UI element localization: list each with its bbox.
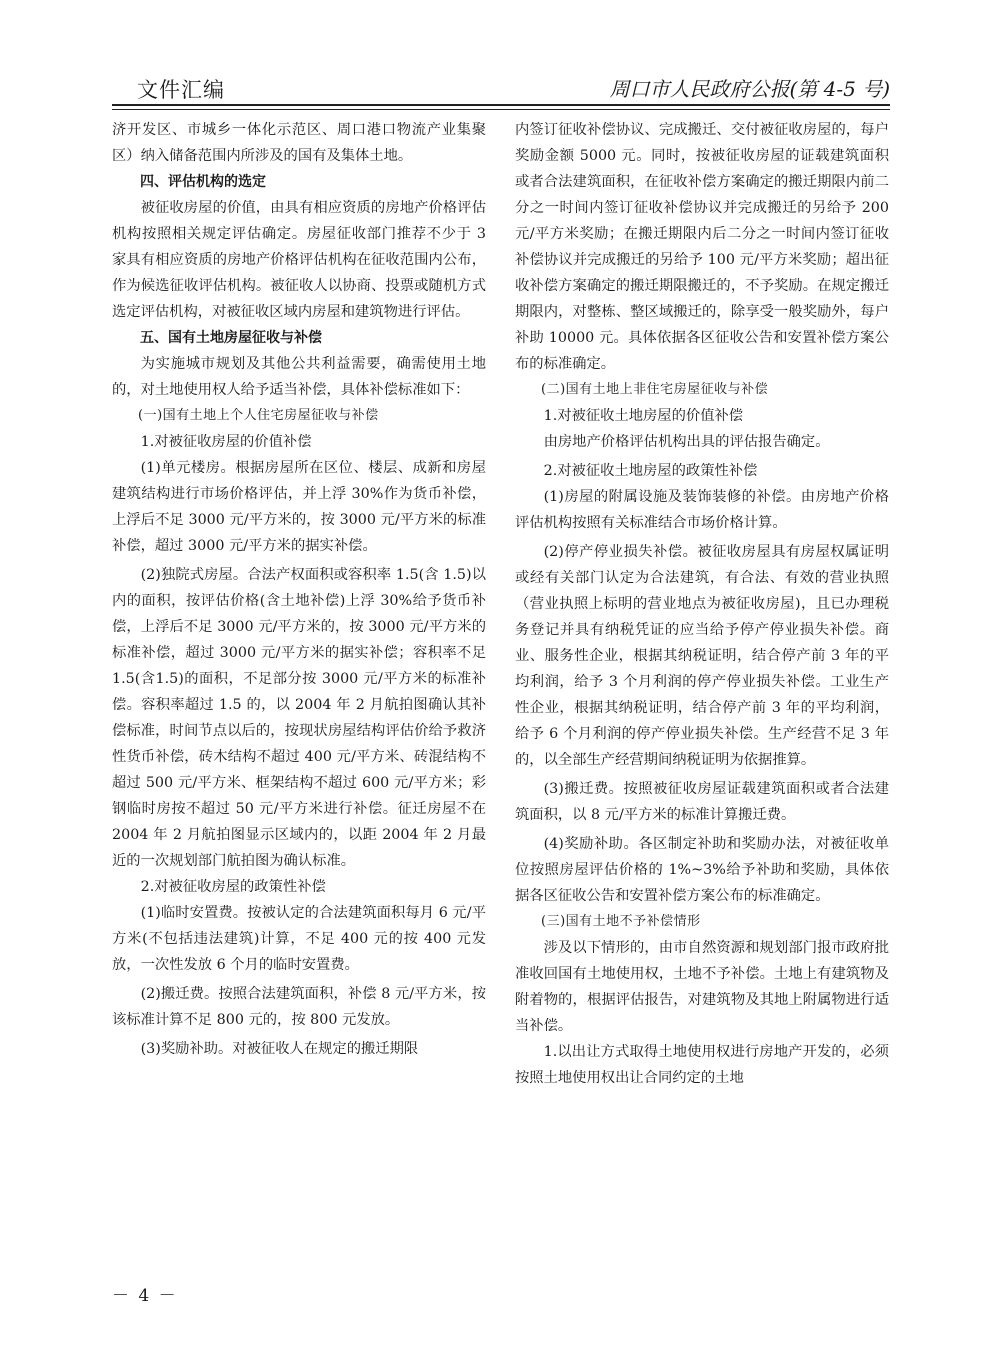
paragraph: (3)奖励补助。对被征收人在规定的搬迁期限	[140, 1041, 419, 1057]
paragraph: 济开发区、市城乡一体化示范区、周口港口物流产业集聚区）纳入储备范围内所涉及的国有及集体土地。	[112, 122, 486, 164]
paragraph: (1)房屋的附属设施及装饰装修的补偿。由房地产价格评估机构按照有关标准结合市场价格计算。	[515, 489, 889, 531]
paragraph: 1.对被征收土地房屋的价值补偿	[543, 408, 744, 424]
section-heading: 五、国有土地房屋征收与补偿	[140, 330, 322, 346]
section-heading: 四、评估机构的选定	[140, 174, 266, 190]
paragraph: (2)搬迁费。按照合法建筑面积，补偿 8 元/平方米，按该标准计算不足 800 元的，按 800 元发放。	[112, 986, 486, 1028]
header-rule	[112, 104, 890, 106]
header-rule-thin	[112, 109, 890, 110]
paragraph: 2.对被征收房屋的政策性补偿	[140, 879, 326, 895]
paragraph: 内签订征收补偿协议、完成搬迁、交付被征收房屋的，每户奖励金额 5000 元。同时，按被征收房屋的证载建筑面积或者合法建筑面积，在征收补偿方案确定的搬迁期限内前二分之一时间内签订征收补偿协议并完成搬迁的另给予 200 元/平方米奖励；在搬迁期限内后二分之一时间内签订征收补偿协议并完成搬迁的另给予 100 元/平方米奖励；超出征收补偿方案确定的搬迁期限搬迁的，不予奖励。在规定搬迁期限内，对整栋、整区域搬迁的，除享受一般奖励外，每户补助 10000 元。具体依据各区征收公告和安置补偿方案公布的标准确定。	[515, 122, 889, 372]
paragraph: 被征收房屋的价值，由具有相应资质的房地产价格评估机构按照相关规定评估确定。房屋征收部门推荐不少于 3 家具有相应资质的房地产价格评估机构在征收范围内公布，作为候选征收评估机构。被征收人以协商、投票或随机方式选定评估机构，对被征收区域内房屋和建筑物进行评估。	[112, 200, 486, 320]
running-header-publication: 周口市人民政府公报(第 4-5 号)	[609, 77, 890, 101]
paragraph: 1.以出让方式取得土地使用权进行房地产开发的，必须按照土地使用权出让合同约定的土地	[515, 1044, 889, 1086]
paragraph: 由房地产价格评估机构出具的评估报告确定。	[543, 434, 830, 450]
paragraph: (2)独院式房屋。合法产权面积或容积率 1.5(含 1.5)以内的面积，按评估价格(含土地补偿)上浮 30%给予货币补偿，上浮后不足 3000 元/平方米的，按 3000 元/平方米的标准补偿，超过 3000 元/平方米的据实补偿；容积率不足 1.5(含1.5)的面积，不足部分按 3000 元/平方米的标准补偿。容积率超过 1.5 的，以 2004 年 2 月航拍图确认其补偿标准，时间节点以后的，按现状房屋结构评估价给予救济性货币补偿，砖木结构不超过 400 元/平方米、砖混结构不超过 500 元/平方米、框架结构不超过 600 元/平方米；彩钢临时房按不超过 50 元/平方米进行补偿。征迁房屋不在 2004 年 2 月航拍图显示区域内的，以距 2004 年 2 月最近的一次规划部门航拍图为确认标准。	[112, 567, 486, 869]
page-number: － 4 －	[112, 1286, 178, 1306]
paragraph: (3)搬迁费。按照被征收房屋证载建筑面积或者合法建筑面积，以 8 元/平方米的标准计算搬迁费。	[515, 781, 889, 823]
subsection-heading: (三)国有土地不予补偿情形	[541, 914, 701, 929]
paragraph: (1)临时安置费。按被认定的合法建筑面积每月 6 元/平方米(不包括违法建筑)计算，不足 400 元的按 400 元发放，一次性发放 6 个月的临时安置费。	[112, 905, 486, 973]
left-column	[112, 117, 486, 1062]
right-column	[515, 117, 889, 1091]
paragraph: 为实施城市规划及其他公共利益需要，确需使用土地的，对土地使用权人给予适当补偿，具体补偿标准如下：	[112, 356, 486, 398]
running-header-section: 文件汇编	[137, 78, 225, 102]
paragraph: 1.对被征收房屋的价值补偿	[140, 434, 312, 450]
paragraph: 涉及以下情形的，由市自然资源和规划部门报市政府批准收回国有土地使用权，土地不予补偿。土地上有建筑物及附着物的，根据评估报告，对建筑物及其地上附属物进行适当补偿。	[515, 940, 889, 1034]
paragraph: 2.对被征收土地房屋的政策性补偿	[543, 463, 758, 479]
paragraph: (1)单元楼房。根据房屋所在区位、楼层、成新和房屋建筑结构进行市场价格评估，并上浮 30%作为货币补偿，上浮后不足 3000 元/平方米的，按 3000 元/平方米的标准补偿，超过 3000 元/平方米的据实补偿。	[112, 460, 486, 554]
subsection-heading: (一)国有土地上个人住宅房屋征收与补偿	[138, 408, 379, 423]
paragraph: (4)奖励补助。各区制定补助和奖励办法，对被征收单位按照房屋评估价格的 1%~3%给予补助和奖励，具体依据各区征收公告和安置补偿方案公布的标准确定。	[515, 836, 889, 904]
subsection-heading: (二)国有土地上非住宅房屋征收与补偿	[541, 382, 769, 397]
paragraph: (2)停产停业损失补偿。被征收房屋具有房屋权属证明或经有关部门认定为合法建筑，有合法、有效的营业执照（营业执照上标明的营业地点为被征收房屋)，且已办理税务登记并具有纳税凭证的应当给予停产停业损失补偿。商业、服务性企业，根据其纳税证明，结合停产前 3 年的平均利润，给予 3 个月利润的停产停业损失补偿。工业生产性企业，根据其纳税证明，结合停产前 3 年的平均利润，给予 6 个月利润的停产停业损失补偿。生产经营不足 3 年的，以全部生产经营期间纳税证明为依据推算。	[515, 544, 889, 768]
